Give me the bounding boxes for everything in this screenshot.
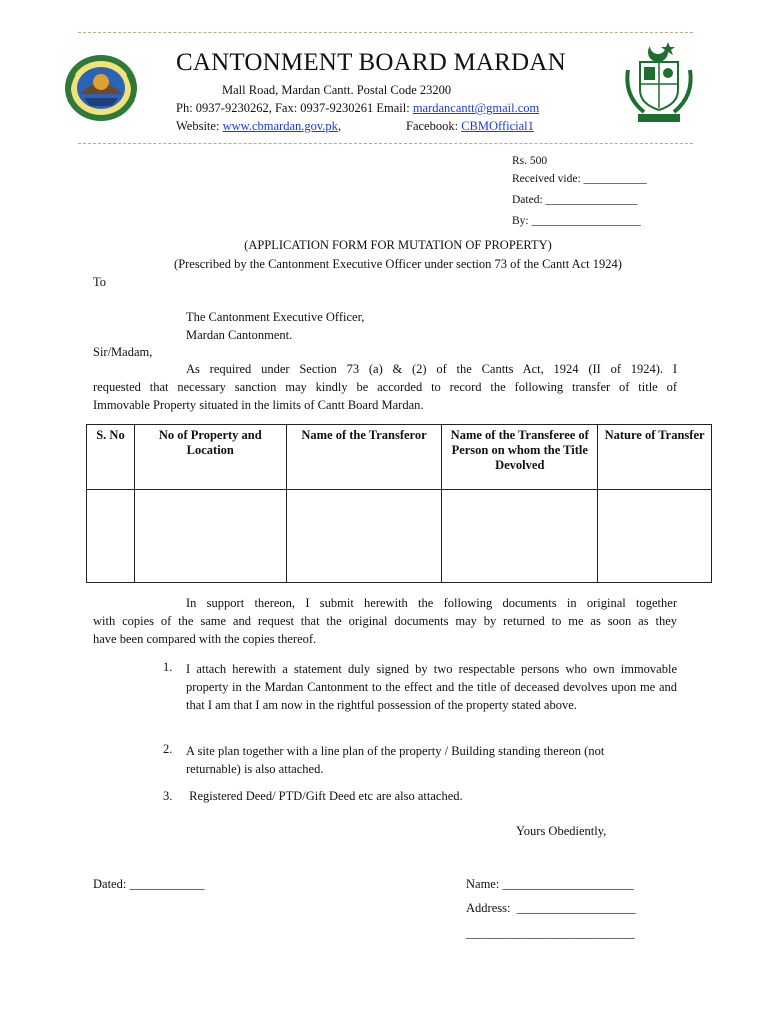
closing-salutation: Yours Obediently, (516, 824, 607, 838)
contact-text: Ph: 0937-9230262, Fax: 0937-9230261 Email: (176, 101, 413, 115)
document-item-1: I attach herewith a statement duly signed by two respectable persons who own immovable property in the Mardan Cantonment to the effect and the title of deceased devolves upon me and that I am that I am now in the rightful possession of the property stated above. (186, 662, 677, 712)
support-paragraph-line-3: have been compared with the copies thereof. (93, 632, 317, 646)
column-header-serial: S. No (87, 425, 135, 490)
website-label: Website: (176, 119, 223, 133)
property-transfer-table (86, 424, 712, 583)
top-divider (78, 32, 693, 33)
transferee-cell[interactable] (442, 490, 598, 583)
column-header-transferee: Name of the Transferee of Person on whom the Title Devolved (442, 425, 598, 490)
intro-paragraph-line-3: Immovable Property situated in the limits of Cantt Board Mardan. (93, 398, 424, 412)
email-link[interactable]: mardancantt@gmail.com (412, 101, 540, 115)
facebook-line (406, 119, 534, 134)
applicant-address-field[interactable]: Address: ___________________ (466, 901, 636, 915)
form-subheading: (Prescribed by the Cantonment Executive Officer under section 73 of the Cantt Act 1924) (174, 257, 622, 271)
to-label: To (93, 275, 107, 289)
website-link[interactable]: www.cbmardan.gov.pk (222, 119, 338, 133)
applicant-address-line-2[interactable]: ___________________________ (466, 926, 635, 940)
document-item-3: Registered Deed/ PTD/Gift Deed etc are also attached. (186, 789, 463, 803)
cantonment-board-logo-icon (62, 52, 140, 124)
list-number-3: 3. (163, 789, 173, 803)
applicant-dated-field[interactable]: Dated: ____________ (93, 877, 205, 891)
intro-paragraph-line-2: requested that necessary sanction may kindly be accorded to record the following transfer of title of (93, 380, 677, 394)
fee-amount: Rs. 500 (512, 155, 548, 167)
header-divider (78, 143, 693, 144)
table-header-row (87, 425, 712, 490)
contact-line (176, 101, 539, 116)
address-line: Mall Road, Mardan Cantt. Postal Code 23200 (222, 83, 452, 97)
document-item-2: A site plan together with a line plan of the property / Building standing thereon (not returnable) is also attached. (186, 744, 605, 776)
website-line (176, 119, 341, 134)
transferor-cell[interactable] (286, 490, 442, 583)
facebook-label: Facebook: (406, 119, 462, 133)
facebook-link[interactable]: CBMOfficial1 (461, 119, 534, 133)
list-number-1: 1. (163, 660, 173, 674)
organization-title: CANTONMENT BOARD MARDAN (176, 49, 566, 76)
serial-cell[interactable] (87, 490, 135, 583)
applicant-name-field[interactable]: Name: _____________________ (466, 877, 634, 891)
receipt-dated-field: Dated: ________________ (512, 194, 638, 206)
received-vide-field: Received vide: ___________ (512, 173, 647, 185)
support-paragraph-line-2: with copies of the same and request that the original documents may by returned to me as soon as they (93, 614, 677, 628)
table-row (87, 490, 712, 583)
addressee-line-1: The Cantonment Executive Officer, (186, 310, 365, 324)
website-suffix: , (337, 119, 342, 133)
column-header-property-location: No of Property and Location (134, 425, 286, 490)
intro-paragraph-line-1: As required under Section 73 (a) & (2) of the Cantts Act, 1924 (II of 1924). I (186, 362, 677, 376)
addressee-line-2: Mardan Cantonment. (186, 328, 293, 342)
salutation: Sir/Madam, (93, 345, 153, 359)
receipt-by-field: By: ___________________ (512, 215, 641, 227)
support-paragraph-line-1: In support thereon, I submit herewith the following documents in original together (186, 596, 677, 610)
pakistan-emblem-icon (620, 40, 698, 126)
property-location-cell[interactable] (134, 490, 286, 583)
nature-cell[interactable] (598, 490, 712, 583)
list-number-2: 2. (163, 742, 173, 756)
form-heading: (APPLICATION FORM FOR MUTATION OF PROPERTY) (244, 238, 552, 252)
column-header-nature: Nature of Transfer (598, 425, 712, 490)
column-header-transferor: Name of the Transferor (286, 425, 442, 490)
